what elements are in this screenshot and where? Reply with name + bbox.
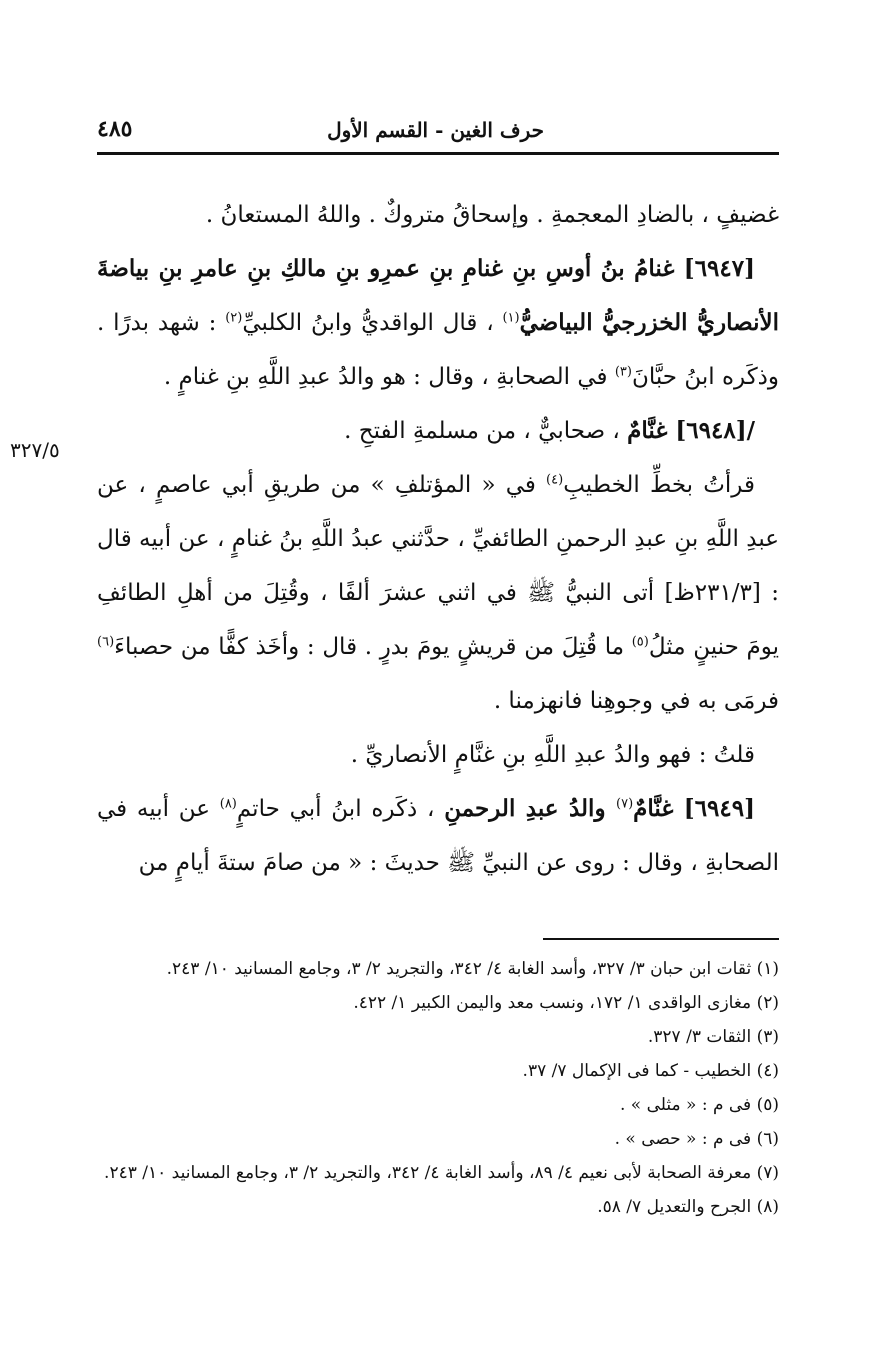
entry-6949 bbox=[97, 782, 779, 890]
entry-6948 bbox=[97, 404, 779, 458]
footnote-marker: (٧) bbox=[616, 796, 634, 812]
paragraph-text: قرأتُ بخطِّ الخطيبِ bbox=[563, 472, 755, 498]
footnote-separator bbox=[543, 938, 779, 940]
footnote-marker: (٥) bbox=[631, 634, 649, 650]
footnote-marker: (٣) bbox=[614, 364, 632, 380]
footnote: (٧) معرفة الصحابة لأبى نعيم ٤/ ٨٩، وأسد الغابة ٤/ ٣٤٢، والتجريد ٢/ ٣، وجامع المسانيد ١٠/ ٢٤٣. bbox=[104, 1163, 779, 1183]
entry-text: عن أبيه في الصحابةِ ، وقال : روى عن النبيِّ ﷺ حديثَ : « من صامَ ستةَ أيامٍ من bbox=[97, 796, 779, 876]
footnote: (٣) الثقات ٣/ ٣٢٧. bbox=[647, 1027, 779, 1047]
entry-text: ، ذكَره ابنُ أبي حاتمٍ bbox=[236, 796, 435, 822]
paragraph-continuation bbox=[97, 188, 779, 242]
paragraph-text: غضيفٍ ، بالضادِ المعجمةِ . وإسحاقُ متروكٌ . واللهُ المستعانُ . bbox=[205, 202, 779, 228]
entry-text: في الصحابةِ ، وقال : هو والدُ عبدِ اللَّهِ بنِ غنامٍ . bbox=[163, 364, 615, 390]
entry-heading: [٦٩٤٩] غنَّامٌ bbox=[633, 795, 756, 822]
entry-heading: والدُ عبدِ الرحمنِ bbox=[444, 795, 616, 822]
footnote-marker: (٨) bbox=[219, 796, 237, 812]
running-head: حرف الغين - القسم الأول bbox=[327, 118, 544, 142]
paragraph-text: فرمَى به في وجوهِنا فانهزمنا . bbox=[493, 688, 779, 714]
entry-text: : شهد بدرًا . وذكَره ابنُ حبَّانَ bbox=[97, 310, 779, 390]
footnote-marker: (٤) bbox=[546, 472, 564, 488]
page-number: ٤٨٥ bbox=[97, 116, 133, 142]
footnote: (٥) فى م : « مثلى » . bbox=[619, 1095, 779, 1115]
paragraph-qara bbox=[97, 458, 779, 728]
footnote: (١) ثقات ابن حبان ٣/ ٣٢٧، وأسد الغابة ٤/ ٣٤٢، والتجريد ٢/ ٣، وجامع المسانيد ١٠/ ٢٤٣. bbox=[166, 959, 779, 979]
entry-heading: [٦٩٤٧] غنامُ بنُ أوسِ بنِ غنامِ بنِ عمرِو بنِ مالكِ بنِ عامرِ بنِ بياضةَ الأنصاريُّ الخزرجيُّ البياضيُّ bbox=[97, 255, 779, 336]
footnote-marker: (١) bbox=[502, 310, 520, 326]
footnotes bbox=[97, 952, 779, 1224]
margin-reference: ٣٢٧/٥ bbox=[10, 438, 60, 462]
paragraph-text: ما قُتِلَ من قريشٍ يومَ بدرٍ . قال : وأخَذ كفًّا من حصباءَ bbox=[114, 634, 632, 660]
footnote: (٨) الجرح والتعديل ٧/ ٥٨. bbox=[597, 1197, 779, 1217]
main-text bbox=[97, 188, 779, 890]
footnote-marker: (٦) bbox=[97, 634, 115, 650]
entry-text: ، صحابيٌّ ، من مسلمةِ الفتحِ . bbox=[344, 418, 620, 444]
footnote-marker: (٢) bbox=[225, 310, 243, 326]
entry-heading: /[٦٩٤٨] غنَّامٌ bbox=[627, 417, 755, 444]
paragraph-qultu bbox=[97, 728, 779, 782]
paragraph-text: في « المؤتلفِ » من طريقِ أبي عاصمٍ ، عن عبدِ اللَّهِ بنِ عبدِ الرحمنِ الطائفيِّ ، حدَّثني عبدُ اللَّهِ بنُ غنامٍ ، عن أبيه قال : [٢٣١/٣ظ] أتى النبيُّ ﷺ في اثني عشرَ ألفًا ، وقُتِلَ من أهلِ الطائفِ يومَ حنينٍ مثلُ bbox=[97, 472, 779, 660]
paragraph-text: قلتُ : فهو والدُ عبدِ اللَّهِ بنِ غنَّامٍ الأنصاريِّ . bbox=[350, 742, 755, 768]
header-rule bbox=[97, 152, 779, 155]
entry-6947 bbox=[97, 242, 779, 404]
page-header bbox=[97, 112, 779, 148]
footnote: (٢) مغازى الواقدى ١/ ١٧٢، ونسب معد واليمن الكبير ١/ ٤٢٢. bbox=[353, 993, 779, 1013]
entry-text: ، قال الواقديُّ وابنُ الكلبيِّ bbox=[242, 310, 503, 336]
footnote: (٤) الخطيب - كما فى الإكمال ٧/ ٣٧. bbox=[522, 1061, 779, 1081]
footnote: (٦) فى م : « حصى » . bbox=[614, 1129, 779, 1149]
